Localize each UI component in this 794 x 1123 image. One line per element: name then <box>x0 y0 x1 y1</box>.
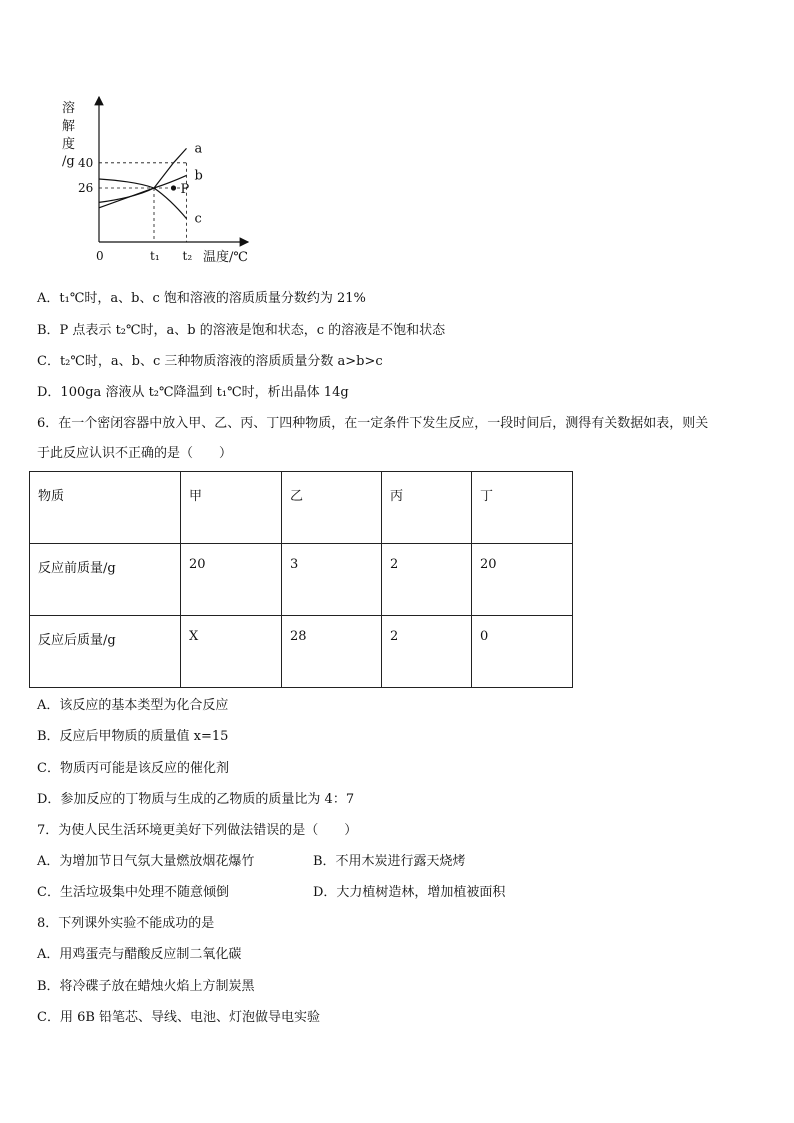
chart-ticks <box>78 156 192 263</box>
q5-option-a: A．t₁℃时，a、b、c 饱和溶液的溶质质量分数约为 21% <box>37 291 366 306</box>
table-header-cell: 物质 <box>30 472 181 544</box>
series-b-label: b <box>194 168 203 184</box>
solubility-chart <box>56 92 266 272</box>
y-tick-label: 40 <box>78 155 94 170</box>
y-axis-label-char: /g <box>62 154 75 169</box>
table-row <box>30 616 573 688</box>
table-cell: 2 <box>382 616 472 688</box>
q8-option-b: B．将冷碟子放在蜡烛火焰上方制炭黑 <box>37 979 255 994</box>
q7-option-d: D．大力植树造林，增加植被面积 <box>313 885 506 900</box>
q8-option-c: C．用 6B 铅笔芯、导线、电池、灯泡做导电实验 <box>37 1010 321 1025</box>
q5-option-b: B．P 点表示 t₂℃时，a、b 的溶液是饱和状态，c 的溶液是不饱和状态 <box>37 323 446 338</box>
series-a-label: a <box>194 141 203 157</box>
q6-option-b: B．反应后甲物质的质量值 x=15 <box>37 729 229 744</box>
point-p-label: P <box>180 182 190 197</box>
y-axis-label-char: 解 <box>62 119 76 134</box>
table-header-cell: 甲 <box>181 472 282 544</box>
table-header-cell: 丙 <box>382 472 472 544</box>
q7-option-a: A．为增加节日气氛大量燃放烟花爆竹 <box>37 854 255 869</box>
q7-stem: 7．为使人民生活环境更美好下列做法错误的是（ ） <box>37 823 358 838</box>
origin-label: 0 <box>96 249 104 263</box>
q6-option-d: D．参加反应的丁物质与生成的乙物质的质量比为 4：7 <box>37 792 355 807</box>
q7-option-c: C．生活垃圾集中处理不随意倾倒 <box>37 885 229 900</box>
y-tick-label: 26 <box>78 181 94 195</box>
point-p-marker <box>171 185 176 190</box>
table-header-cell: 乙 <box>282 472 382 544</box>
table-cell: X <box>181 616 282 688</box>
y-axis-label-char: 度 <box>62 137 76 152</box>
table-cell: 20 <box>472 544 573 616</box>
q5-option-d: D．100ga 溶液从 t₂℃降温到 t₁℃时，析出晶体 14g <box>37 385 349 400</box>
chart-annotations <box>171 182 190 197</box>
table-cell: 0 <box>472 616 573 688</box>
x-axis-label: 温度/℃ <box>203 250 248 265</box>
q8-stem: 8．下列课外实验不能成功的是 <box>37 916 215 931</box>
table-cell: 反应后质量/g <box>30 616 181 688</box>
x-tick-label: t₁ <box>150 249 160 263</box>
table-cell: 28 <box>282 616 382 688</box>
table-cell: 反应前质量/g <box>30 544 181 616</box>
table-cell: 20 <box>181 544 282 616</box>
y-axis-label-char: 溶 <box>62 101 76 116</box>
table-row <box>30 544 573 616</box>
series-c-label: c <box>194 211 202 227</box>
series-a-curve <box>99 148 187 207</box>
q6-data-table <box>29 471 573 688</box>
table-cell: 3 <box>282 544 382 616</box>
q6-stem-line2: 于此反应认识不正确的是（ ） <box>37 446 233 461</box>
q7-option-b: B．不用木炭进行露天烧烤 <box>313 854 466 869</box>
table-header-row <box>30 472 573 544</box>
table-header-cell: 丁 <box>472 472 573 544</box>
q5-option-c: C．t₂℃时，a、b、c 三种物质溶液的溶质质量分数 a>b>c <box>37 354 383 369</box>
y-axis-label <box>62 100 75 169</box>
chart-guides <box>99 163 187 242</box>
q6-option-a: A．该反应的基本类型为化合反应 <box>37 698 229 713</box>
q6-option-c: C．物质丙可能是该反应的催化剂 <box>37 761 229 776</box>
x-tick-label: t₂ <box>182 249 193 263</box>
table-cell: 2 <box>382 544 472 616</box>
series-c-curve <box>99 179 187 219</box>
q8-option-a: A．用鸡蛋壳与醋酸反应制二氧化碳 <box>37 947 242 962</box>
q6-stem-line1: 6．在一个密闭容器中放入甲、乙、丙、丁四种物质，在一定条件下发生反应，一段时间后，测得有关数据如表，则关 <box>37 416 709 431</box>
